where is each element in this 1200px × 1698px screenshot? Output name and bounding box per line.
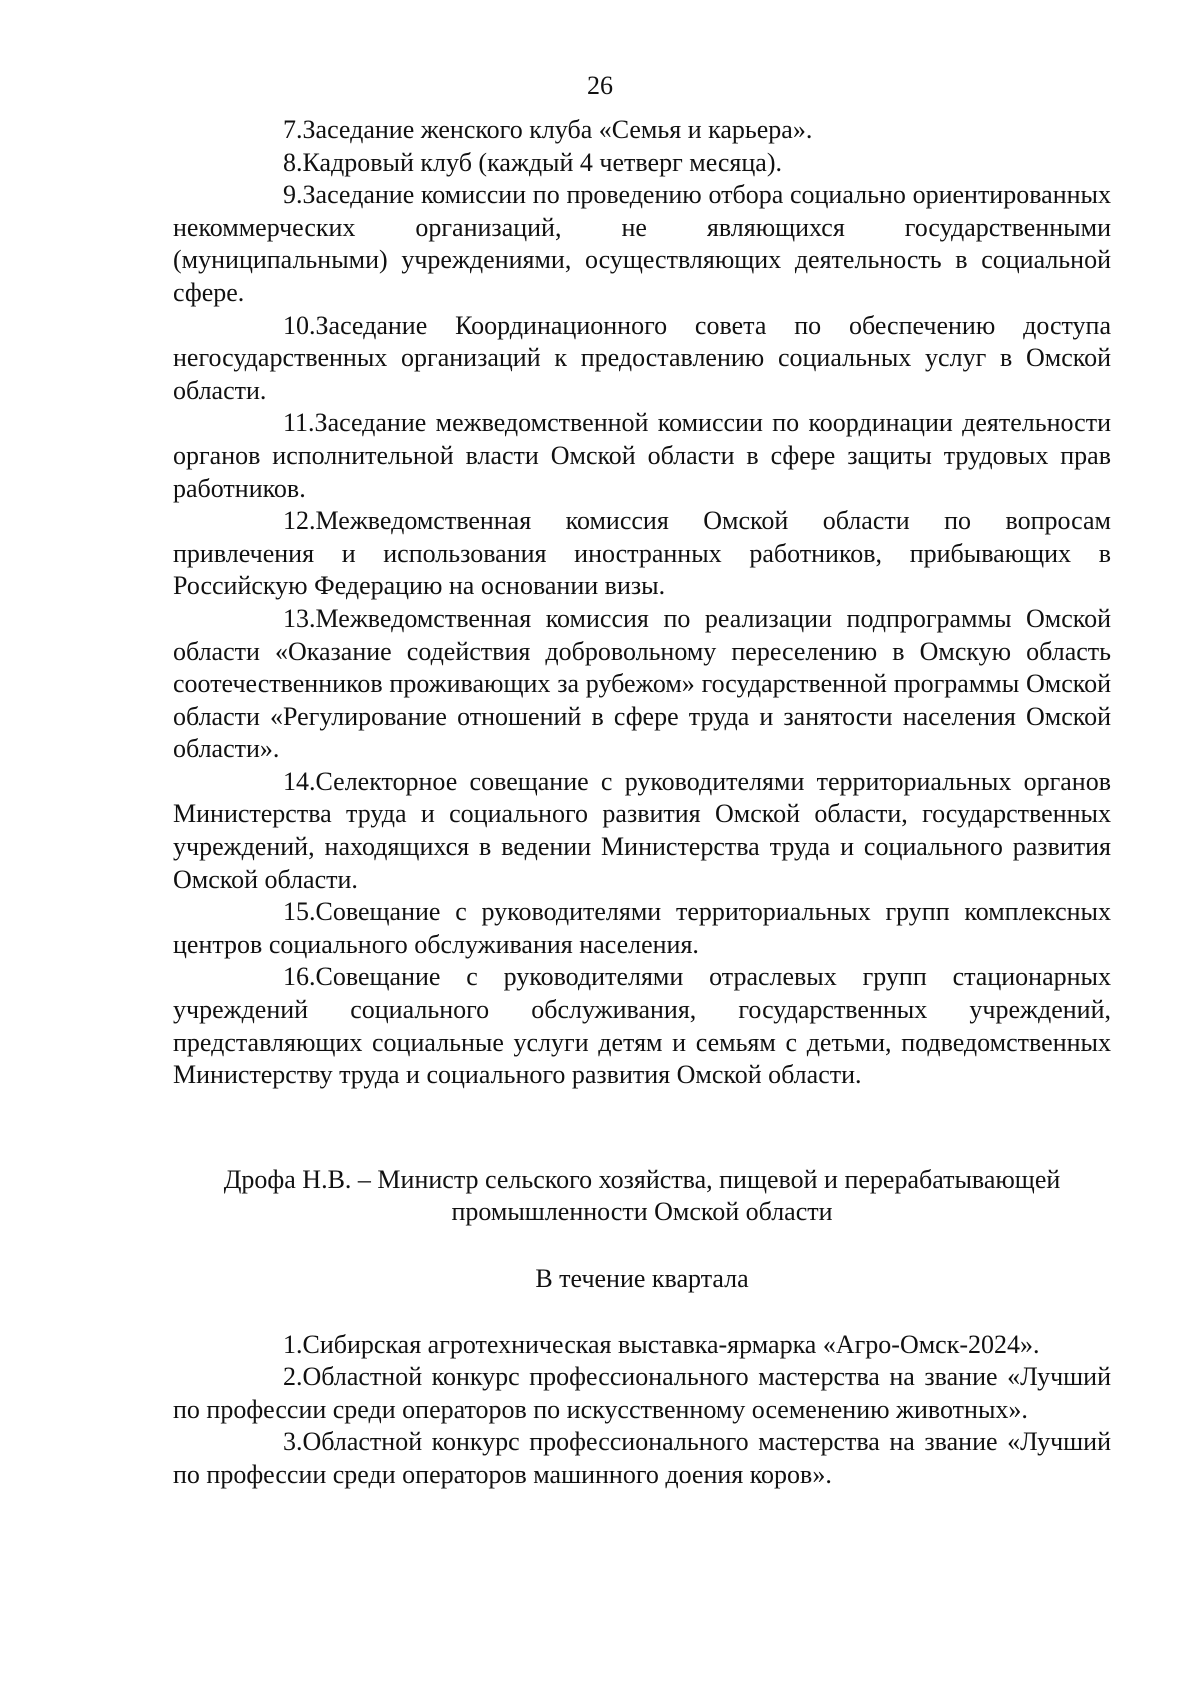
list-item bbox=[173, 1329, 1111, 1362]
item-text: Заседание Координационного совета по обеспечению доступа негосударственных организаций к предоставлению социальных услуг в Омской области. bbox=[173, 310, 1111, 405]
item-number: 1. bbox=[283, 1329, 303, 1359]
period-gap bbox=[173, 1296, 1111, 1329]
list-item bbox=[173, 310, 1111, 408]
page-number: 26 bbox=[587, 71, 613, 100]
item-number: 9. bbox=[283, 180, 303, 210]
item-text: Заседание комиссии по проведению отбора социально ориентированных некоммерческих организаций, не являющихся государственными (муниципальными) учреждениями, осуществляющих деятельность в социальной сфере. bbox=[173, 180, 1111, 307]
list-item bbox=[173, 896, 1111, 961]
official-heading-line2: промышленности Омской области bbox=[451, 1197, 833, 1227]
item-number: 2. bbox=[283, 1362, 303, 1392]
item-text: Сибирская агротехническая выставка-ярмарка «Агро-Омск-2024». bbox=[302, 1329, 1040, 1359]
item-number: 11. bbox=[283, 408, 315, 438]
item-text: Межведомственная комиссия Омской области по вопросам привлечения и использования иностранных работников, прибывающих в Российскую Федерацию на основании визы. bbox=[173, 506, 1111, 601]
list-item bbox=[173, 1361, 1111, 1426]
item-text: Кадровый клуб (каждый 4 четверг месяца). bbox=[302, 147, 782, 177]
list-item bbox=[173, 505, 1111, 603]
official-heading bbox=[173, 1164, 1111, 1229]
list-item bbox=[173, 766, 1111, 896]
heading-gap bbox=[173, 1229, 1111, 1263]
item-text: Областной конкурс профессионального мастерства на звание «Лучший по профессии среди операторов машинного доения коров». bbox=[173, 1427, 1111, 1489]
item-text: Заседание межведомственной комиссии по координации деятельности органов исполнительной власти Омской области в сфере защиты трудовых прав работников. bbox=[173, 408, 1111, 503]
item-number: 13. bbox=[283, 603, 316, 633]
list-item bbox=[173, 147, 1111, 180]
item-text: Заседание женского клуба «Семья и карьера». bbox=[302, 115, 813, 144]
item-text: Областной конкурс профессионального мастерства на звание «Лучший по профессии среди операторов по искусственному осеменению животных». bbox=[173, 1362, 1111, 1424]
list-item bbox=[173, 1426, 1111, 1491]
item-text: Селекторное совещание с руководителями территориальных органов Министерства труда и социального развития Омской области, государственных учреждений, находящихся в ведении Министерства труда и социального развития Омской области. bbox=[173, 766, 1111, 894]
event-list-agriculture-ministry bbox=[173, 1329, 1111, 1492]
item-text: Межведомственная комиссия по реализации подпрограммы Омской области «Оказание содействия добровольному переселению в Омскую область соотечественников проживающих за рубежом» государственной программы Омской области «Регулирование отношений в сфере труда и занятости населения Омской области». bbox=[173, 603, 1111, 764]
document-body bbox=[173, 114, 1111, 1492]
event-list-labor-ministry bbox=[173, 114, 1111, 1092]
list-item bbox=[173, 407, 1111, 505]
list-item bbox=[173, 603, 1111, 766]
item-number: 3. bbox=[283, 1427, 303, 1457]
item-number: 15. bbox=[283, 897, 316, 927]
item-number: 7. bbox=[283, 115, 303, 144]
item-number: 10. bbox=[283, 310, 316, 340]
section-gap bbox=[173, 1092, 1111, 1164]
list-item bbox=[173, 114, 1111, 147]
item-text: Совещание с руководителями территориальных групп комплексных центров социального обслуживания населения. bbox=[173, 897, 1111, 959]
list-item bbox=[173, 179, 1111, 309]
official-heading-line1: Дрофа Н.В. – Министр сельского хозяйства, пищевой и перерабатывающей bbox=[223, 1164, 1061, 1194]
item-number: 8. bbox=[283, 147, 303, 177]
item-number: 12. bbox=[283, 506, 316, 536]
period-heading: В течение квартала bbox=[535, 1264, 749, 1293]
item-number: 16. bbox=[283, 962, 316, 992]
list-item bbox=[173, 961, 1111, 1091]
item-number: 14. bbox=[283, 766, 316, 796]
item-text: Совещание с руководителями отраслевых групп стационарных учреждений социального обслуживания, государственных учреждений, представляющих социальные услуги детям и семьям с детьми, подведомственных Министерству труда и социального развития Омской области. bbox=[173, 962, 1111, 1090]
